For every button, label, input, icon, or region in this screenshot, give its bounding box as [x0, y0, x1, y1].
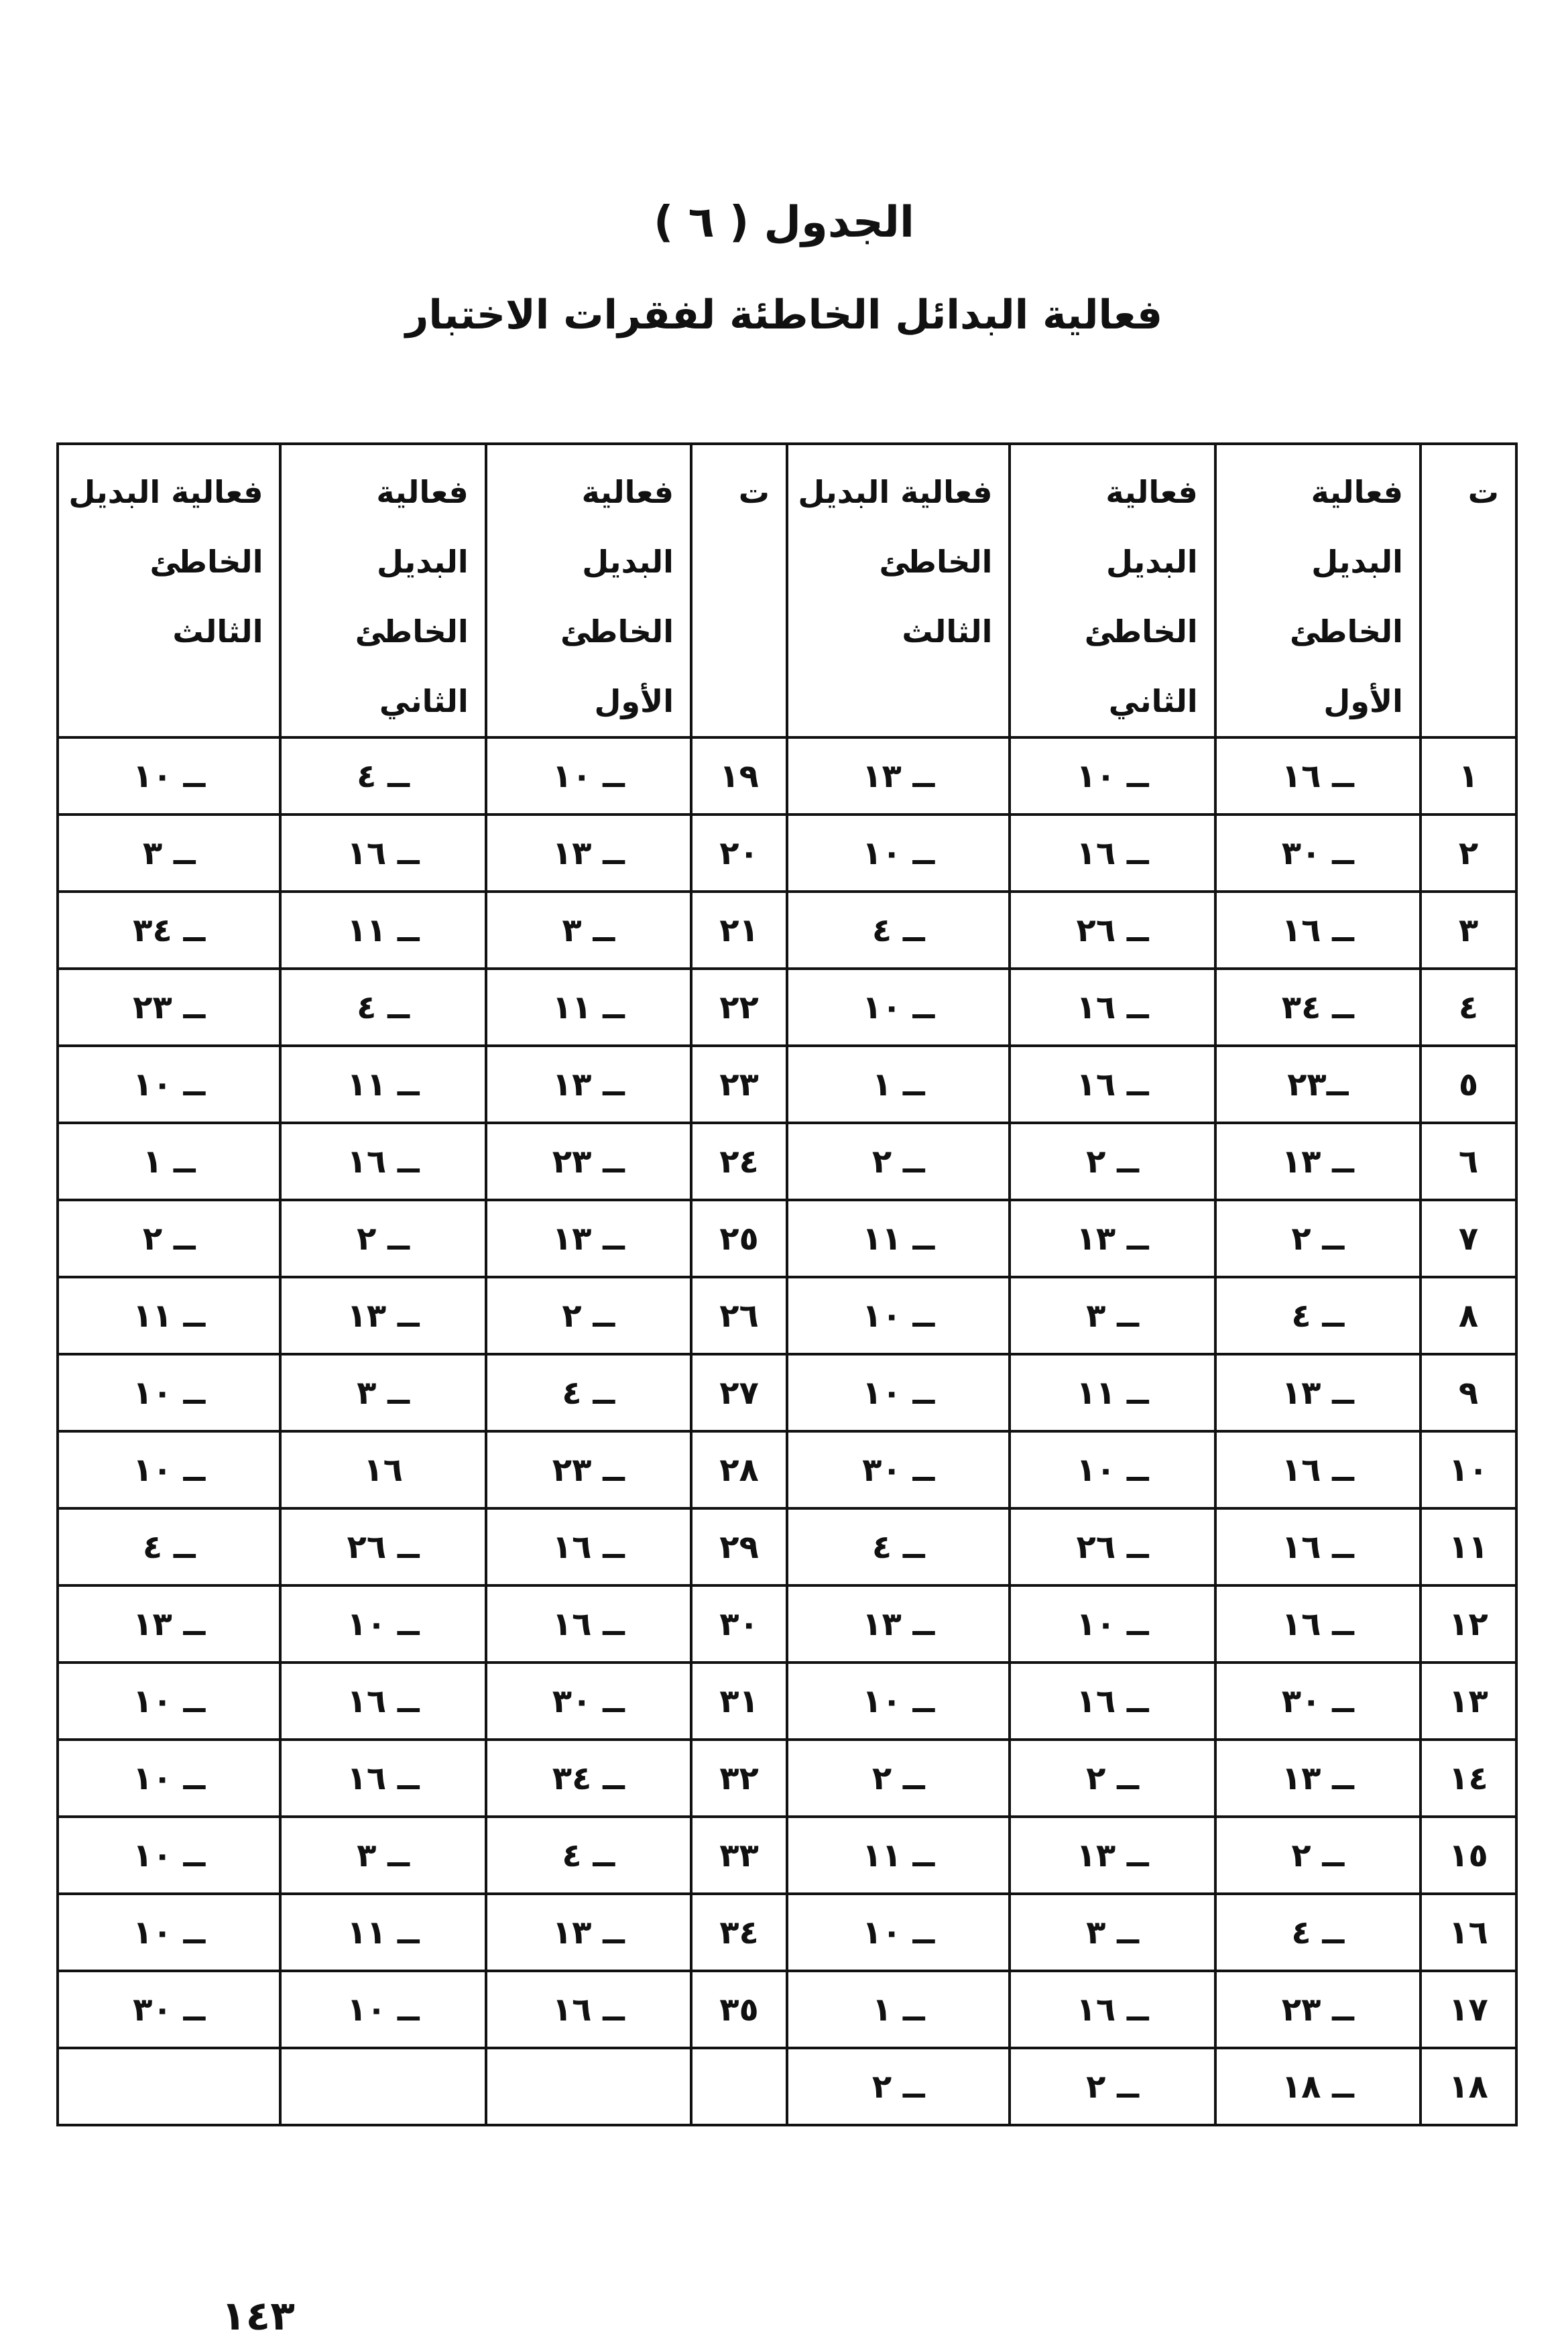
column-header-line: الخاطئ — [1290, 613, 1403, 650]
effectiveness-cell: ــ ١٠ — [58, 1354, 280, 1431]
column-header-line: البديل — [582, 544, 674, 580]
column-header-line: فعالية — [1105, 474, 1198, 510]
effectiveness-cell: ــ ١١ — [787, 1200, 1010, 1277]
table-row — [58, 1277, 1516, 1354]
item-number-cell: ٣٢ — [691, 1740, 787, 1817]
effectiveness-cell: ــ ٢ — [1215, 1200, 1421, 1277]
effectiveness-cell: ــ ٢٦ — [1010, 892, 1215, 969]
effectiveness-cell: ــ ٢ — [1215, 1817, 1421, 1894]
item-number-cell: ١٠ — [1421, 1431, 1516, 1508]
column-header-line: فعالية البديل — [798, 474, 993, 510]
effectiveness-cell: ــ ٣٠ — [787, 1431, 1010, 1508]
effectiveness-cell: ــ ٢ — [58, 1200, 280, 1277]
effectiveness-cell: ــ ٢ — [1010, 1123, 1215, 1200]
effectiveness-cell: ١٦ — [280, 1431, 485, 1508]
item-number-cell: ٣ — [1421, 892, 1516, 969]
column-header-line: ت — [1467, 474, 1499, 510]
table-row — [58, 1431, 1516, 1508]
item-number-cell: ١٢ — [1421, 1585, 1516, 1663]
effectiveness-table — [56, 442, 1518, 2126]
effectiveness-cell: ــ٢٣ — [1215, 1046, 1421, 1123]
effectiveness-cell: ــ ١٦ — [1215, 892, 1421, 969]
column-header-line: الخاطئ — [879, 544, 993, 580]
table-row — [58, 1971, 1516, 2048]
effectiveness-cell: ــ ١٠ — [486, 737, 691, 815]
item-number-cell: ١٥ — [1421, 1817, 1516, 1894]
column-header-line: الخاطئ — [560, 613, 674, 650]
effectiveness-cell: ــ ١٣ — [1215, 1740, 1421, 1817]
item-number-cell: ٢١ — [691, 892, 787, 969]
effectiveness-cell: ــ ٢ — [1010, 2048, 1215, 2125]
effectiveness-cell: ــ ١ — [58, 1123, 280, 1200]
item-number-cell: ٢ — [1421, 815, 1516, 892]
effectiveness-cell: ــ ١٠ — [787, 815, 1010, 892]
column-header-line: فعالية — [581, 474, 674, 510]
item-number-cell: ٧ — [1421, 1200, 1516, 1277]
column-header-line: البديل — [376, 544, 469, 580]
effectiveness-cell: ــ ١٦ — [1215, 737, 1421, 815]
effectiveness-cell: ــ ٣٤ — [58, 892, 280, 969]
column-header-line: ت — [738, 474, 770, 510]
effectiveness-cell: ــ ٤ — [787, 892, 1010, 969]
effectiveness-cell: ــ ٤ — [58, 1508, 280, 1585]
effectiveness-cell: ــ ٤ — [787, 1508, 1010, 1585]
effectiveness-cell: ــ ١٠ — [1010, 1431, 1215, 1508]
column-header-line: الأول — [594, 683, 674, 719]
table-row — [58, 1894, 1516, 1971]
effectiveness-cell: ــ ٤ — [486, 1817, 691, 1894]
column-header-line: الخاطئ — [1084, 613, 1198, 650]
effectiveness-cell: ــ ٣٠ — [58, 1971, 280, 2048]
column-header-line: فعالية البديل — [68, 474, 263, 510]
table-body — [58, 737, 1516, 2125]
column-header-line: الثالث — [172, 613, 263, 650]
effectiveness-cell: ــ ١٠ — [787, 1894, 1010, 1971]
effectiveness-cell: ــ ٣٠ — [1215, 1663, 1421, 1740]
table-header-row — [58, 444, 1516, 737]
item-number-cell: ٢٧ — [691, 1354, 787, 1431]
item-number-cell: ٨ — [1421, 1277, 1516, 1354]
effectiveness-cell: ــ ١١ — [1010, 1354, 1215, 1431]
effectiveness-cell: ــ ١٣ — [787, 1585, 1010, 1663]
item-number-cell: ١٨ — [1421, 2048, 1516, 2125]
item-number-cell: ١٤ — [1421, 1740, 1516, 1817]
column-header — [280, 444, 485, 737]
effectiveness-cell: ــ ١٣ — [58, 1585, 280, 1663]
effectiveness-cell: ــ ٤ — [1215, 1894, 1421, 1971]
effectiveness-cell: ــ ١٠ — [58, 1663, 280, 1740]
column-header — [1215, 444, 1421, 737]
item-number-cell: ٢٦ — [691, 1277, 787, 1354]
column-header-line: الثاني — [379, 683, 469, 719]
effectiveness-cell: ــ ١٦ — [1010, 815, 1215, 892]
effectiveness-cell: ــ ٢ — [787, 2048, 1010, 2125]
table-row — [58, 969, 1516, 1046]
effectiveness-cell: ــ ١٠ — [280, 1585, 485, 1663]
effectiveness-cell: ــ ١٦ — [1010, 1971, 1215, 2048]
effectiveness-cell: ــ ٣ — [58, 815, 280, 892]
item-number-cell: ١١ — [1421, 1508, 1516, 1585]
table-row — [58, 1200, 1516, 1277]
effectiveness-cell: ــ ٢٣ — [486, 1123, 691, 1200]
effectiveness-cell: ــ ١٣ — [486, 1200, 691, 1277]
effectiveness-cell: ــ ١٠ — [1010, 1585, 1215, 1663]
effectiveness-cell: ــ ١٦ — [280, 1740, 485, 1817]
effectiveness-cell: ــ ١٣ — [1215, 1354, 1421, 1431]
column-header-line: فعالية — [1311, 474, 1403, 510]
effectiveness-cell: ــ ١٣ — [1010, 1817, 1215, 1894]
effectiveness-cell: ــ ١١ — [280, 892, 485, 969]
effectiveness-cell — [486, 2048, 691, 2125]
effectiveness-cell: ــ ١٠ — [1010, 737, 1215, 815]
column-header-line: الخاطئ — [355, 613, 469, 650]
item-number-cell: ١٩ — [691, 737, 787, 815]
effectiveness-cell: ــ ٢ — [787, 1740, 1010, 1817]
effectiveness-cell: ــ ٢٣ — [58, 969, 280, 1046]
table-row — [58, 2048, 1516, 2125]
table-row — [58, 815, 1516, 892]
column-header — [58, 444, 280, 737]
column-header — [787, 444, 1010, 737]
effectiveness-cell: ــ ١٠ — [58, 1894, 280, 1971]
item-number-cell: ٢٠ — [691, 815, 787, 892]
item-number-cell: ٣٥ — [691, 1971, 787, 2048]
item-number-cell: ١٧ — [1421, 1971, 1516, 2048]
column-header-line: البديل — [1311, 544, 1403, 580]
effectiveness-cell: ــ ١٠ — [280, 1971, 485, 2048]
effectiveness-cell: ــ ٤ — [486, 1354, 691, 1431]
item-number-cell: ٢٨ — [691, 1431, 787, 1508]
effectiveness-cell: ــ ١٦ — [280, 1663, 485, 1740]
effectiveness-cell: ــ ١٦ — [1010, 1046, 1215, 1123]
effectiveness-cell: ــ ١ — [787, 1971, 1010, 2048]
effectiveness-cell: ــ ١٠ — [58, 737, 280, 815]
item-number-cell: ١٣ — [1421, 1663, 1516, 1740]
page-subtitle: فعالية البدائل الخاطئة لفقرات الاختبار — [405, 292, 1163, 339]
column-header-line: الثالث — [902, 613, 993, 650]
item-number-cell: ٣٤ — [691, 1894, 787, 1971]
item-number-cell: ٢٤ — [691, 1123, 787, 1200]
effectiveness-cell: ــ ٢٦ — [1010, 1508, 1215, 1585]
effectiveness-cell: ــ ٢ — [280, 1200, 485, 1277]
item-number-cell: ٣٣ — [691, 1817, 787, 1894]
item-number-cell: ٢٩ — [691, 1508, 787, 1585]
effectiveness-cell: ــ ١٣ — [1010, 1200, 1215, 1277]
item-number-cell: ٢٥ — [691, 1200, 787, 1277]
effectiveness-cell: ــ ١٠ — [787, 1663, 1010, 1740]
table-row — [58, 1354, 1516, 1431]
effectiveness-cell: ــ ٢ — [787, 1123, 1010, 1200]
item-number-cell: ٢٣ — [691, 1046, 787, 1123]
effectiveness-cell: ــ ٢ — [1010, 1740, 1215, 1817]
effectiveness-cell: ــ ١١ — [58, 1277, 280, 1354]
effectiveness-cell: ــ ١٦ — [280, 1123, 485, 1200]
effectiveness-cell: ــ ١٣ — [787, 737, 1010, 815]
effectiveness-cell: ــ ١٠ — [58, 1431, 280, 1508]
effectiveness-cell: ــ ٢ — [486, 1277, 691, 1354]
table-row — [58, 1585, 1516, 1663]
effectiveness-cell: ــ ٢٦ — [280, 1508, 485, 1585]
table-row — [58, 737, 1516, 815]
effectiveness-cell: ــ ١٦ — [1215, 1585, 1421, 1663]
effectiveness-cell: ــ ١٠ — [787, 969, 1010, 1046]
column-header — [691, 444, 787, 737]
effectiveness-cell: ــ ١٦ — [486, 1508, 691, 1585]
table-row — [58, 1123, 1516, 1200]
effectiveness-cell — [280, 2048, 485, 2125]
column-header — [486, 444, 691, 737]
effectiveness-cell: ــ ٣ — [486, 892, 691, 969]
item-number-cell: ٣٠ — [691, 1585, 787, 1663]
effectiveness-cell: ــ ١٠ — [787, 1277, 1010, 1354]
item-number-cell: ٤ — [1421, 969, 1516, 1046]
effectiveness-cell: ــ ١٦ — [280, 815, 485, 892]
effectiveness-cell: ــ ٤ — [280, 969, 485, 1046]
item-number-cell: ٩ — [1421, 1354, 1516, 1431]
effectiveness-cell: ــ ١١ — [280, 1046, 485, 1123]
column-header — [1421, 444, 1516, 737]
effectiveness-cell: ــ ١٣ — [486, 1894, 691, 1971]
effectiveness-cell: ــ ١٣ — [1215, 1123, 1421, 1200]
item-number-cell: ٢٢ — [691, 969, 787, 1046]
effectiveness-cell: ــ ١١ — [486, 969, 691, 1046]
table-row — [58, 1817, 1516, 1894]
effectiveness-cell: ــ ١٦ — [1215, 1431, 1421, 1508]
effectiveness-cell: ــ ١١ — [787, 1817, 1010, 1894]
page-title: الجدول ( ٦ ) — [654, 198, 914, 247]
effectiveness-cell: ــ ٣ — [1010, 1277, 1215, 1354]
effectiveness-cell: ــ ١ — [787, 1046, 1010, 1123]
effectiveness-cell: ــ ٤ — [280, 737, 485, 815]
column-header-line: فعالية — [376, 474, 469, 510]
item-number-cell: ١ — [1421, 737, 1516, 815]
table-row — [58, 1508, 1516, 1585]
effectiveness-cell: ــ ٢٣ — [1215, 1971, 1421, 2048]
column-header-line: البديل — [1105, 544, 1198, 580]
effectiveness-cell: ــ ١٠ — [58, 1740, 280, 1817]
item-number-cell — [691, 2048, 787, 2125]
effectiveness-cell: ــ ٣ — [280, 1817, 485, 1894]
effectiveness-cell: ــ ٣٠ — [486, 1663, 691, 1740]
effectiveness-cell: ــ ٤ — [1215, 1277, 1421, 1354]
table-row — [58, 1046, 1516, 1123]
effectiveness-cell: ــ ٣٠ — [1215, 815, 1421, 892]
item-number-cell: ٦ — [1421, 1123, 1516, 1200]
effectiveness-cell: ــ ١٦ — [1010, 969, 1215, 1046]
item-number-cell: ٣١ — [691, 1663, 787, 1740]
effectiveness-cell: ــ ٢٣ — [486, 1431, 691, 1508]
effectiveness-cell: ــ ١٦ — [1010, 1663, 1215, 1740]
effectiveness-cell: ــ ١٦ — [486, 1971, 691, 2048]
effectiveness-cell: ــ ١٣ — [486, 1046, 691, 1123]
effectiveness-cell: ــ ١٨ — [1215, 2048, 1421, 2125]
effectiveness-cell: ــ ١٠ — [58, 1817, 280, 1894]
effectiveness-cell — [58, 2048, 280, 2125]
column-header — [1010, 444, 1215, 737]
effectiveness-cell: ــ ١٦ — [1215, 1508, 1421, 1585]
effectiveness-cell: ــ ٣ — [1010, 1894, 1215, 1971]
effectiveness-cell: ــ ١٠ — [58, 1046, 280, 1123]
effectiveness-cell: ــ ٣٤ — [1215, 969, 1421, 1046]
column-header-line: الخاطئ — [149, 544, 263, 580]
column-header-line: الثاني — [1108, 683, 1198, 719]
effectiveness-cell: ــ ٣٤ — [486, 1740, 691, 1817]
effectiveness-cell: ــ ١٦ — [486, 1585, 691, 1663]
effectiveness-cell: ــ ١١ — [280, 1894, 485, 1971]
effectiveness-cell: ــ ١٣ — [486, 815, 691, 892]
effectiveness-cell: ــ ١٠ — [787, 1354, 1010, 1431]
table-row — [58, 1740, 1516, 1817]
table-row — [58, 1663, 1516, 1740]
effectiveness-cell: ــ ٣ — [280, 1354, 485, 1431]
table-row — [58, 892, 1516, 969]
item-number-cell: ٥ — [1421, 1046, 1516, 1123]
page-number: ١٤٣ — [221, 2293, 295, 2340]
item-number-cell: ١٦ — [1421, 1894, 1516, 1971]
column-header-line: الأول — [1323, 683, 1403, 719]
effectiveness-cell: ــ ١٣ — [280, 1277, 485, 1354]
